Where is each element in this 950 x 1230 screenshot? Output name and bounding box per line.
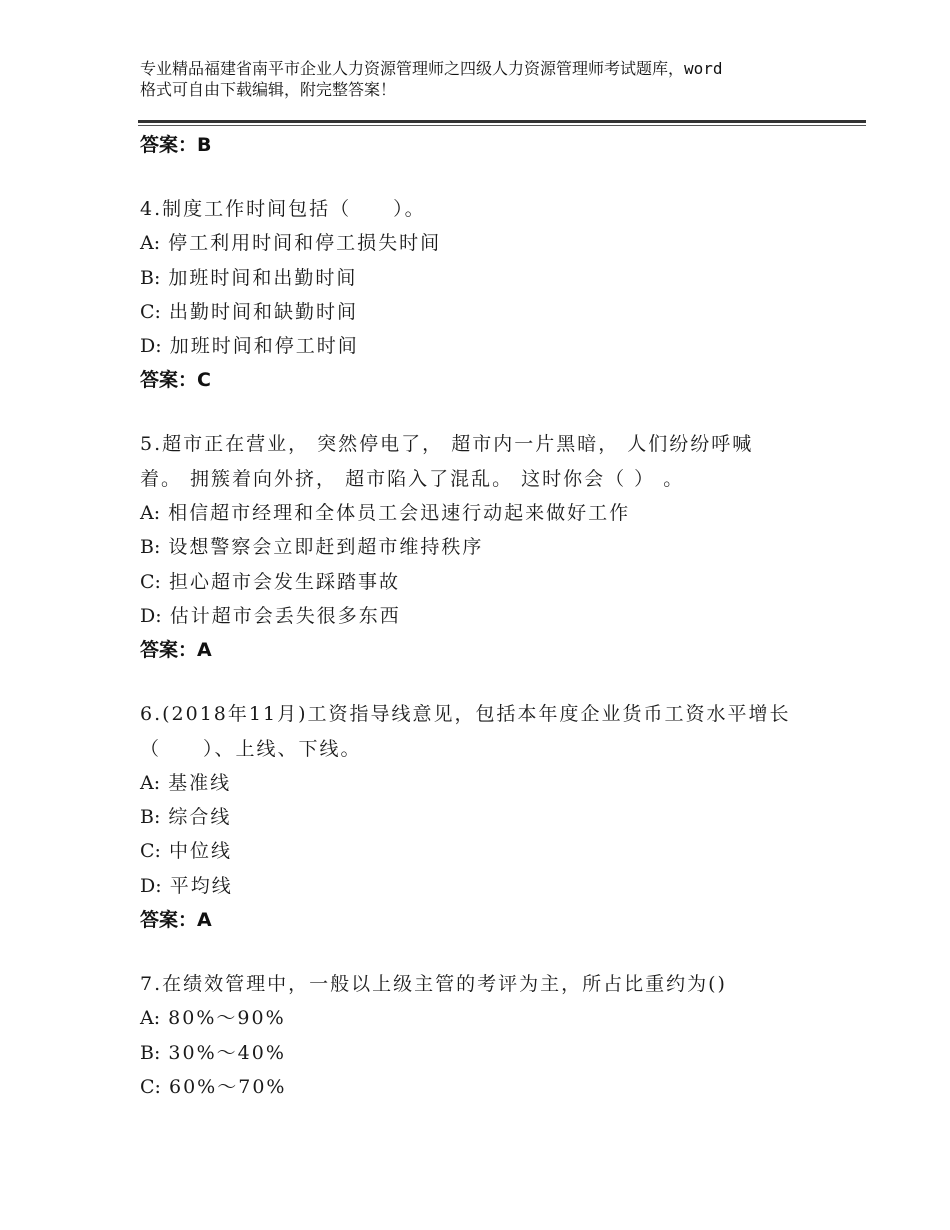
option-letter: C: xyxy=(140,570,161,593)
answer-line: 答案：C xyxy=(140,369,211,392)
option-letter: A: xyxy=(140,502,161,525)
document-header xyxy=(140,58,830,100)
question-stem-cont: （ ）、上线、下线。 xyxy=(140,737,362,760)
question-stem: 5.超市正在营业， 突然停电了， 超市内一片黑暗， 人们纷纷呼喊 xyxy=(140,433,754,456)
option-text: 相信超市经理和全体员工会迅速行动起来做好工作 xyxy=(168,502,631,525)
option-letter: D: xyxy=(140,874,162,897)
option-text: 60%～70% xyxy=(169,1075,287,1098)
option-letter: B: xyxy=(140,536,161,559)
option-text: 估计超市会丢失很多东西 xyxy=(169,604,401,627)
option-text: 30%～40% xyxy=(168,1041,286,1064)
option-c xyxy=(140,565,830,599)
option-letter: D: xyxy=(140,604,162,627)
header-divider-thick xyxy=(138,120,866,123)
option-text: 加班时间和停工时间 xyxy=(169,335,359,358)
option-letter: B: xyxy=(140,266,161,289)
option-text: 综合线 xyxy=(168,806,232,829)
option-text: 加班时间和出勤时间 xyxy=(168,266,358,289)
option-text: 平均线 xyxy=(169,874,233,897)
answer-line: 答案：A xyxy=(140,909,212,932)
question-6 xyxy=(140,697,830,937)
question-4 xyxy=(140,192,830,397)
option-c xyxy=(140,834,830,868)
option-a xyxy=(140,496,830,530)
option-letter: A: xyxy=(140,232,161,255)
option-a xyxy=(140,766,830,800)
header-divider-thin xyxy=(138,125,866,126)
header-line-2: 格式可自由下载编辑，附完整答案！ xyxy=(140,80,397,99)
question-stem: 4.制度工作时间包括（ ）。 xyxy=(140,198,426,220)
option-text: 基准线 xyxy=(168,771,232,794)
answer-line: 答案：B xyxy=(140,134,212,156)
option-text: 担心超市会发生踩踏事故 xyxy=(169,570,401,593)
question-stem: 7.在绩效管理中，一般以上级主管的考评为主，所占比重约为() xyxy=(140,973,727,996)
option-letter: B: xyxy=(140,806,161,829)
option-b xyxy=(140,530,830,564)
option-text: 80%～90% xyxy=(168,1007,286,1030)
question-5 xyxy=(140,427,830,667)
answer-line: 答案：A xyxy=(140,639,212,662)
question-stem-cont: 着。 拥簇着向外挤， 超市陷入了混乱。 这时你会（ ） 。 xyxy=(140,467,685,490)
question-stem: 6.(2018年11月)工资指导线意见，包括本年度企业货币工资水平增长 xyxy=(140,703,791,726)
option-c xyxy=(140,1070,830,1104)
option-letter: B: xyxy=(140,1041,161,1064)
question-list xyxy=(140,128,830,1104)
option-b xyxy=(140,1036,830,1070)
question-7 xyxy=(140,967,830,1104)
option-text: 设想警察会立即赶到超市维持秩序 xyxy=(168,536,484,559)
option-text: 停工利用时间和停工损失时间 xyxy=(168,232,442,255)
option-b xyxy=(140,261,830,295)
option-d xyxy=(140,869,830,903)
option-letter: A: xyxy=(140,1007,161,1030)
header-line-1: 专业精品福建省南平市企业人力资源管理师之四级人力资源管理师考试题库，word xyxy=(140,59,723,78)
option-text: 中位线 xyxy=(169,840,233,863)
option-a xyxy=(140,226,830,260)
option-b xyxy=(140,800,830,834)
option-d xyxy=(140,599,830,633)
option-letter: D: xyxy=(140,335,162,358)
option-letter: C: xyxy=(140,840,161,863)
option-c xyxy=(140,295,830,329)
option-a xyxy=(140,1001,830,1035)
option-text: 出勤时间和缺勤时间 xyxy=(169,300,359,323)
option-letter: C: xyxy=(140,1075,161,1098)
option-letter: A: xyxy=(140,771,161,794)
option-d xyxy=(140,329,830,363)
option-letter: C: xyxy=(140,300,161,323)
